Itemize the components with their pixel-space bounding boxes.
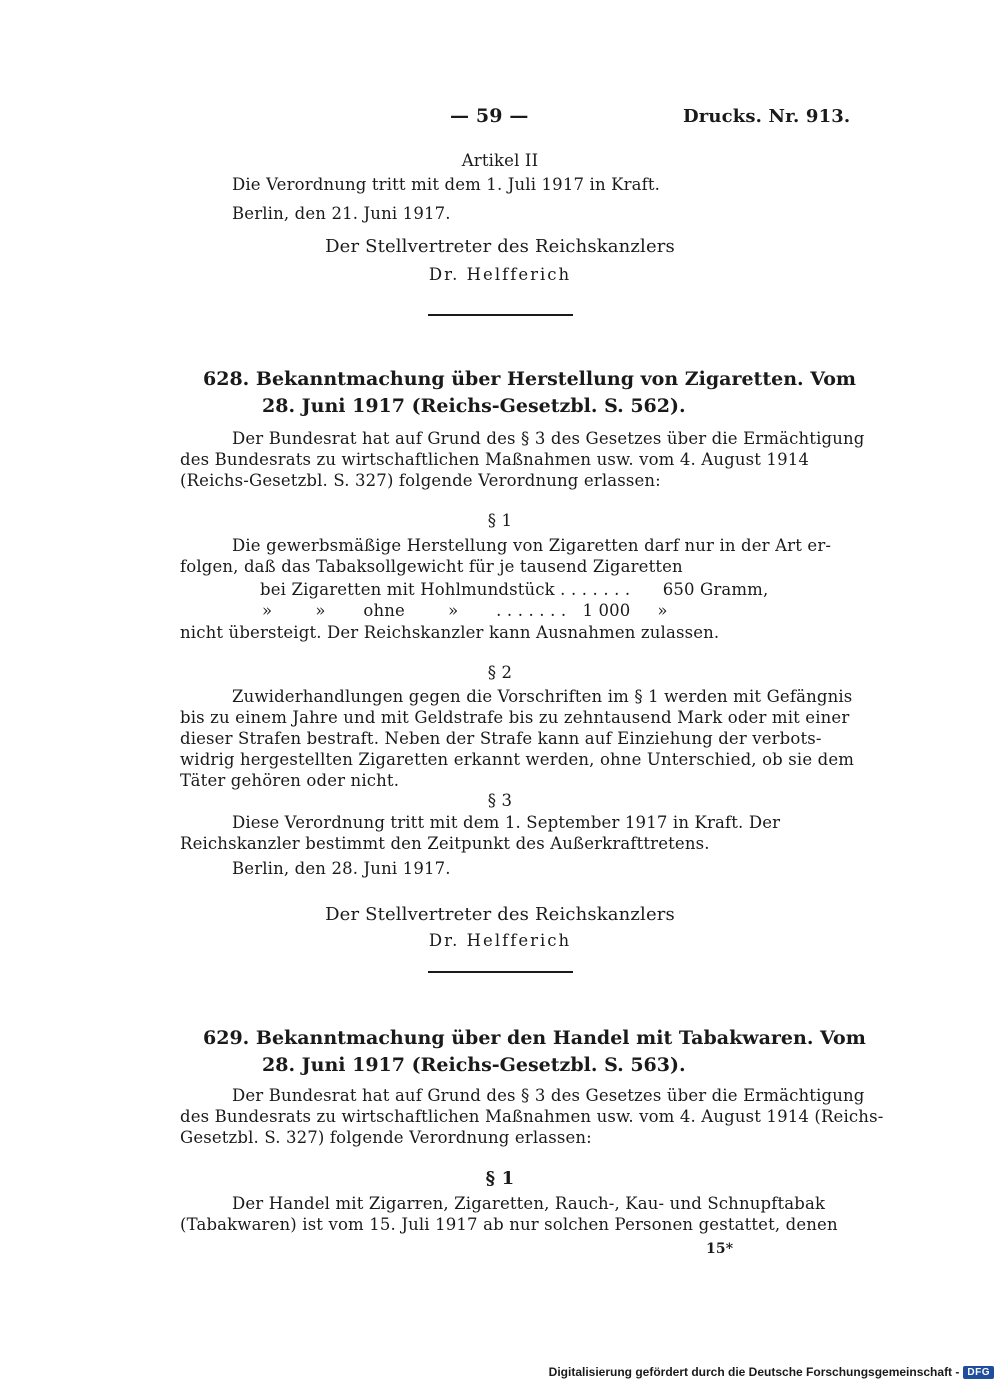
signature-mark: 15* <box>706 1241 734 1257</box>
footer-text: Digitalisierung gefördert durch die Deutsche Forschungsgemeinschaft - <box>548 1365 960 1379</box>
notice-628-date: Berlin, den 28. Juni 1917. <box>232 859 451 878</box>
notice-628-heading-cont: 28. Juni 1917 (Reichs-Gesetzbl. S. 562). <box>262 395 686 417</box>
footer-attribution <box>549 1365 994 1379</box>
paragraph-1-line: Die gewerbsmäßige Herstellung von Zigaretten darf nur in der Art er- <box>232 536 832 555</box>
notice-628-intro-line: (Reichs-Gesetzbl. S. 327) folgende Verordnung erlassen: <box>180 471 661 490</box>
article-two-line: Die Verordnung tritt mit dem 1. Juli 1917 in Kraft. <box>232 175 661 194</box>
notice-629-heading-cont: 28. Juni 1917 (Reichs-Gesetzbl. S. 563). <box>262 1054 686 1076</box>
dfg-logo: DFG <box>963 1366 994 1379</box>
notice-629-heading: 629. Bekanntmachung über den Handel mit Tabakwaren. Vom <box>203 1027 866 1049</box>
notice-629-intro-line: Der Bundesrat hat auf Grund des § 3 des Gesetzes über die Ermächtigung <box>232 1086 865 1105</box>
paragraph-1-closing: nicht übersteigt. Der Reichskanzler kann Ausnahmen zulassen. <box>180 623 720 642</box>
paragraph-1-line: folgen, daß das Tabaksollgewicht für je tausend Zigaretten <box>180 557 683 576</box>
article-two-title: Artikel II <box>461 151 539 170</box>
paragraph-2-line: dieser Strafen bestraft. Neben der Strafe kann auf Einziehung der verbots- <box>180 729 822 748</box>
notice-629-paragraph-line: Der Handel mit Zigarren, Zigaretten, Rauch-, Kau- und Schnupftabak <box>232 1194 826 1213</box>
paragraph-2-line: widrig hergestellten Zigaretten erkannt werden, ohne Unterschied, ob sie dem <box>180 750 855 769</box>
paragraph-3-title: § 3 <box>487 791 513 810</box>
paragraph-2-line: Zuwiderhandlungen gegen die Vorschriften im § 1 werden mit Gefängnis <box>232 687 853 706</box>
signatory-name: Dr. Helfferich <box>428 931 572 950</box>
paragraph-2-line: bis zu einem Jahre und mit Geldstrafe bis zu zehntausend Mark oder mit einer <box>180 708 850 727</box>
notice-629-paragraph-line: (Tabakwaren) ist vom 15. Juli 1917 ab nur solchen Personen gestattet, denen <box>180 1215 838 1234</box>
notice-628-intro-line: des Bundesrats zu wirtschaftlichen Maßnahmen usw. vom 4. August 1914 <box>180 450 810 469</box>
paragraph-2-line: Täter gehören oder nicht. <box>180 771 400 790</box>
notice-628-heading: 628. Bekanntmachung über Herstellung von Zigaretten. Vom <box>203 368 857 390</box>
section-divider <box>428 971 573 973</box>
page-number: — 59 — <box>450 105 529 127</box>
print-reference: Drucks. Nr. 913. <box>683 106 851 127</box>
weight-row-without: » » ohne » . . . . . . . 1 000 » <box>262 601 668 620</box>
paragraph-1-title: § 1 <box>485 1168 515 1189</box>
signatory-name: Dr. Helfferich <box>428 265 572 284</box>
notice-629-intro-line: des Bundesrats zu wirtschaftlichen Maßnahmen usw. vom 4. August 1914 (Reichs- <box>180 1107 884 1126</box>
paragraph-2-title: § 2 <box>487 663 513 682</box>
signatory-title: Der Stellvertreter des Reichskanzlers <box>325 904 675 925</box>
signatory-title: Der Stellvertreter des Reichskanzlers <box>325 236 675 257</box>
paragraph-1-title: § 1 <box>487 511 513 530</box>
weight-row-mouthpiece: bei Zigaretten mit Hohlmundstück . . . . . . . 650 Gramm, <box>260 580 769 599</box>
paragraph-3-line: Reichskanzler bestimmt den Zeitpunkt des Außerkrafttretens. <box>180 834 710 853</box>
paragraph-3-line: Diese Verordnung tritt mit dem 1. September 1917 in Kraft. Der <box>232 813 781 832</box>
notice-629-intro-line: Gesetzbl. S. 327) folgende Verordnung erlassen: <box>180 1128 592 1147</box>
article-two-date: Berlin, den 21. Juni 1917. <box>232 204 451 223</box>
section-divider <box>428 314 573 316</box>
notice-628-intro-line: Der Bundesrat hat auf Grund des § 3 des Gesetzes über die Ermächtigung <box>232 429 865 448</box>
